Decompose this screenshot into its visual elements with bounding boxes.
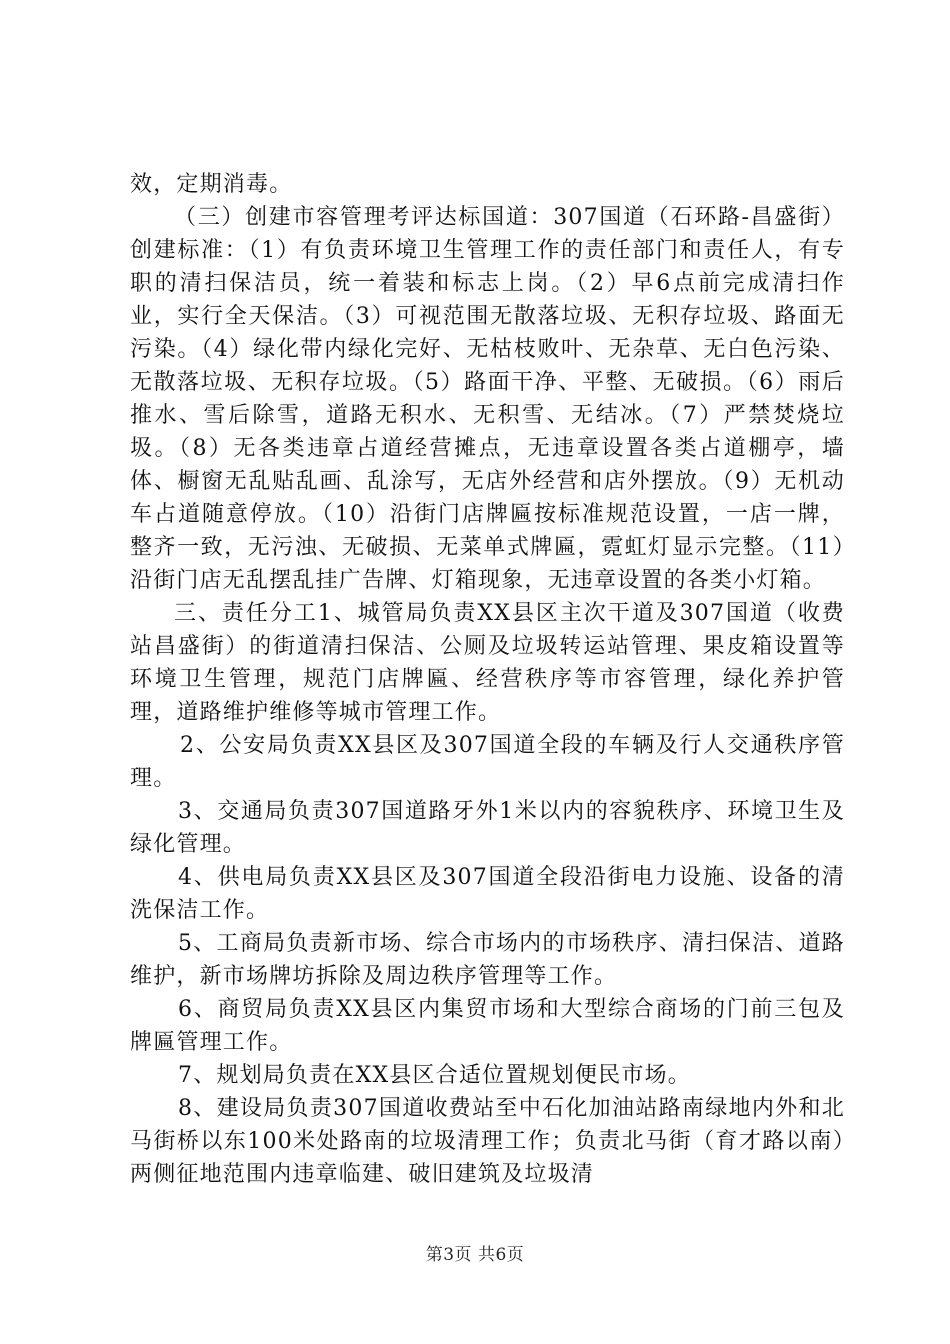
document-body [130,168,845,1191]
paragraph: （三）创建市容管理考评达标国道：307国道（石环路-昌盛街）创建标准：（1）有负责环境卫生管理工作的责任部门和责任人，有专职的清扫保洁员，统一着装和标志上岗。（2）早6点前完成清扫作业，实行全天保洁。（3）可视范围无散落垃圾、无积存垃圾、路面无污染。（4）绿化带内绿化完好、无枯枝败叶、无杂草、无白色污染、无散落垃圾、无积存垃圾。（5）路面干净、平整、无破损。（6）雨后推水、雪后除雪，道路无积水、无积雪、无结冰。（7）严禁焚烧垃圾。（8）无各类违章占道经营摊点，无违章设置各类占道棚亭，墙体、橱窗无乱贴乱画、乱涂写，无店外经营和店外摆放。（9）无机动车占道随意停放。（10）沿街门店牌匾按标准规范设置，一店一牌，整齐一致，无污浊、无破损、无菜单式牌匾，霓虹灯显示完整。（11）沿街门店无乱摆乱挂广告牌、灯箱现象，无违章设置的各类小灯箱。 [130,205,845,593]
paragraph: 4、供电局负责XX县区及307国道全段沿街电力设施、设备的清洗保洁工作。 [130,865,845,923]
paragraph: 5、工商局负责新市场、综合市场内的市场秩序、清扫保洁、道路维护，新市场牌坊拆除及周边秩序管理等工作。 [130,931,845,989]
paragraph: 6、商贸局负责XX县区内集贸市场和大型综合商场的门前三包及牌匾管理工作。 [130,997,845,1055]
paragraph: 7、规划局负责在XX县区合适位置规划便民市场。 [178,1063,691,1088]
page-number-footer: 第3页 共6页 [425,1245,525,1265]
paragraph: 效，定期消毒。 [130,172,293,197]
paragraph: 2、公安局负责XX县区及307国道全段的车辆及行人交通秩序管理。 [130,733,845,791]
paragraph: 三、责任分工1、城管局负责XX县区主次干道及307国道（收费站昌盛街）的街道清扫保洁、公厕及垃圾转运站管理、果皮箱设置等环境卫生管理，规范门店牌匾、经营秩序等市容管理，绿化养护管理，道路维护维修等城市管理工作。 [130,601,845,725]
paragraph: 8、建设局负责307国道收费站至中石化加油站路南绿地内外和北马街桥以东100米处路南的垃圾清理工作；负责北马街（育才路以南）两侧征地范围内违章临建、破旧建筑及垃圾清 [130,1096,845,1187]
paragraph: 3、交通局负责307国道路牙外1米以内的容貌秩序、环境卫生及绿化管理。 [130,799,845,857]
